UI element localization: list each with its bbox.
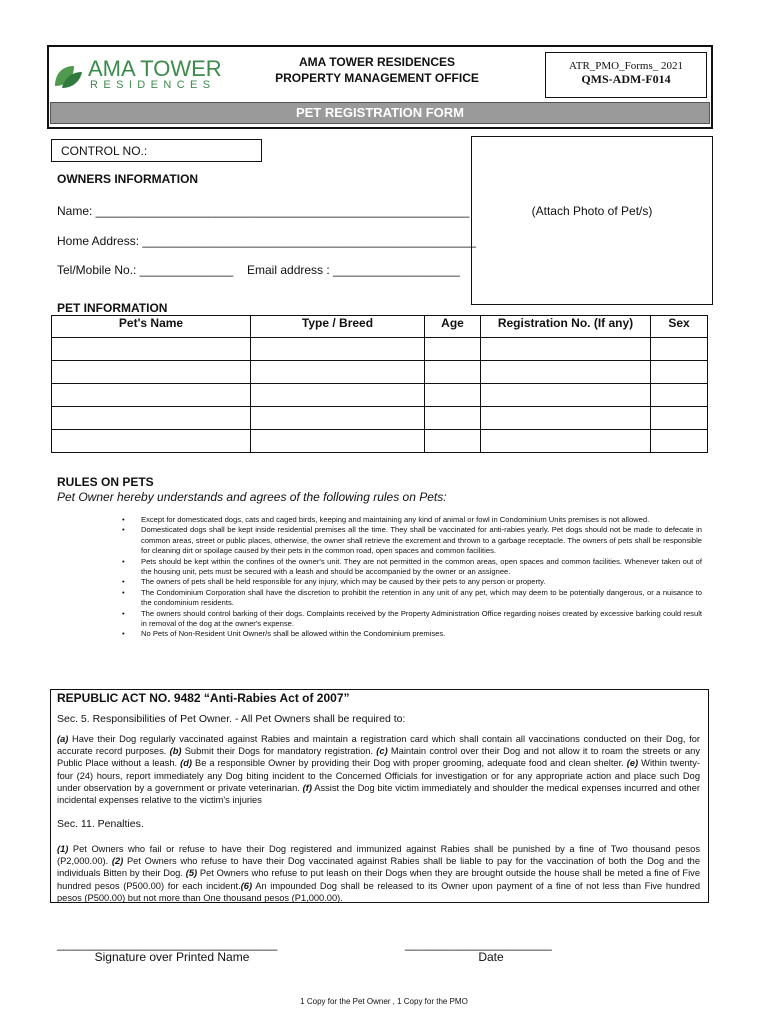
- office-name: PROPERTY MANAGEMENT OFFICE: [275, 71, 479, 85]
- republic-act-title: REPUBLIC ACT NO. 9482 “Anti-Rabies Act of 2007”: [57, 691, 350, 705]
- bullet-icon: •: [122, 577, 125, 587]
- clause-text: Pet Owners who refuse to put leash on their Dogs when they are brought outside the house shall be meted a fine of Five hundred pesos (P500.00) for each incident.: [57, 868, 700, 891]
- table-cell[interactable]: [52, 430, 251, 453]
- col-registration-no: Registration No. (If any): [481, 316, 651, 338]
- table-cell[interactable]: [481, 338, 651, 361]
- table-cell[interactable]: [52, 384, 251, 407]
- table-cell[interactable]: [481, 430, 651, 453]
- table-cell[interactable]: [251, 384, 425, 407]
- table-cell[interactable]: [651, 361, 708, 384]
- rules-subtitle: Pet Owner hereby understands and agrees of the following rules on Pets:: [57, 490, 447, 504]
- table-row: [52, 384, 708, 407]
- rule-item: [122, 557, 702, 578]
- rule-text: No Pets of Non-Resident Unit Owner/s shall be allowed within the Condominium premises.: [141, 629, 446, 639]
- rule-item: [122, 629, 702, 639]
- table-cell[interactable]: [651, 384, 708, 407]
- sec11-body: [57, 843, 700, 904]
- clause-tag: (1): [57, 844, 69, 854]
- table-row: [52, 338, 708, 361]
- rule-item: [122, 609, 702, 630]
- table-cell[interactable]: [251, 407, 425, 430]
- table-cell[interactable]: [481, 384, 651, 407]
- clause-tag: (2): [111, 856, 124, 867]
- doc-series: ATR_PMO_Forms_ 2021: [569, 60, 683, 72]
- logo-text: AMA TOWER: [88, 56, 222, 81]
- clause-text: Maintain control over their Dog and not allow it to roam the streets or any Public Place without a leash.: [57, 746, 700, 769]
- date-line[interactable]: ______________________: [405, 937, 552, 951]
- table-header-row: [52, 316, 708, 338]
- table-cell[interactable]: [52, 338, 251, 361]
- date-label: Date: [478, 950, 504, 964]
- rule-text: Except for domesticated dogs, cats and caged birds, keeping and maintaining any kind of animal or fowl in Condominium Units premises is not allowed.: [141, 515, 650, 524]
- control-number-field[interactable]: CONTROL NO.:: [51, 139, 262, 162]
- rules-heading: RULES ON PETS: [57, 475, 154, 489]
- table-cell[interactable]: [425, 338, 481, 361]
- rules-list: [122, 515, 702, 640]
- signature-label: Signature over Printed Name: [94, 950, 250, 964]
- rule-item: [122, 515, 702, 525]
- signature-line[interactable]: _________________________________: [57, 937, 278, 951]
- table-cell[interactable]: [52, 361, 251, 384]
- bullet-icon: •: [122, 515, 125, 524]
- rule-text: Domesticated dogs shall be kept inside residential premises all the time. They shall be vaccinated for anti-rabies yearly. Pet dogs should not be made to defecate in common areas, street or public places, otherwise, the owner shall retrieve the excrement and thrown to a garbage receptacle. The owners of pets shall be responsible for cleaning dirt or spoilage caused by their pets in the common road, open spaces and common facilities.: [141, 525, 702, 556]
- rule-item: [122, 577, 702, 587]
- table-cell[interactable]: [425, 407, 481, 430]
- rule-item: [122, 525, 702, 556]
- bullet-icon: •: [122, 556, 125, 566]
- rule-text: The Condominium Corporation shall have the discretion to prohibit the retention in any unit of any pet, which may deem to be potentially dangerous, or a nuisance to the condominium residents.: [141, 587, 702, 608]
- table-row: [52, 407, 708, 430]
- rule-text: The owners should control barking of their dogs. Complaints received by the Property Administration Office regarding noises created by excessive barking could result in removal of the dog at the owner's expense.: [141, 608, 702, 629]
- clause-tag: (f): [302, 782, 312, 793]
- col-type-breed: Type / Breed: [251, 316, 425, 338]
- sec5-heading: Sec. 5. Responsibilities of Pet Owner. - All Pet Owners shall be required to:: [57, 713, 406, 725]
- clause-text: Be a responsible Owner by providing their Dog with proper grooming, adequate food and clean shelter.: [191, 758, 627, 769]
- bullet-icon: •: [122, 525, 125, 535]
- doc-code: QMS-ADM-F014: [581, 72, 671, 86]
- pet-photo-box[interactable]: [471, 136, 713, 305]
- clause-text: Submit their Dogs for mandatory registration.: [181, 746, 377, 757]
- table-cell[interactable]: [651, 338, 708, 361]
- clause-tag: (e): [626, 758, 639, 769]
- photo-placeholder: (Attach Photo of Pet/s): [531, 204, 653, 218]
- logo-subtext: RESIDENCES: [90, 79, 216, 91]
- col-age: Age: [425, 316, 481, 338]
- table-cell[interactable]: [651, 430, 708, 453]
- table-cell[interactable]: [481, 407, 651, 430]
- home-address-field[interactable]: Home Address: __________________________________________________: [57, 234, 477, 248]
- pet-info-table: [51, 315, 708, 453]
- bullet-icon: •: [122, 587, 125, 597]
- table-cell[interactable]: [425, 430, 481, 453]
- table-cell[interactable]: [52, 407, 251, 430]
- bullet-icon: •: [122, 608, 125, 618]
- clause-tag: (c): [376, 746, 388, 757]
- table-row: [52, 361, 708, 384]
- clause-tag: (6): [240, 880, 253, 891]
- table-cell[interactable]: [251, 338, 425, 361]
- clause-text: Pet Owners who refuse to have their Dog vaccinated against Rabies shall be liable to pay for the vaccination of both the Dog and the individuals Bitten by their Dog.: [57, 856, 700, 879]
- org-name: AMA TOWER RESIDENCES: [298, 55, 455, 69]
- sec5-body: [57, 733, 700, 806]
- rule-text: Pets should be kept within the confines of the owner's unit. They are not permitted in the common areas, open spaces and common facilities. Whenever taken out of the housing unit, pets must be secured with a leash and should be accompanied by the owner or an assignee.: [141, 556, 702, 577]
- owners-info-heading: OWNERS INFORMATION: [57, 172, 199, 186]
- clause-text: Assist the Dog bite victim immediately and shoulder the medical expenses incurred and other incidental expenses relative to the victim's injuries: [57, 782, 700, 806]
- email-field[interactable]: Email address : ___________________: [247, 263, 460, 277]
- table-cell[interactable]: [251, 430, 425, 453]
- clause-tag: (5): [185, 868, 198, 879]
- table-cell[interactable]: [651, 407, 708, 430]
- table-cell[interactable]: [425, 384, 481, 407]
- rule-text: The owners of pets shall be held responsible for any injury, which may be caused by their pets to any person or property.: [141, 577, 546, 587]
- clause-text: Within twenty-four (24) hours, report immediately any Dog biting incident to the Concerned Officials for investigation or for any appropriate action and place such Dog under observation by a government or private veterinarian.: [57, 758, 700, 793]
- col-sex: Sex: [651, 316, 708, 338]
- clause-text: An impounded Dog shall be released to its Owner upon payment of a fine of not less than Five hundred pesos (P500.00) but not more than One thousand pesos (P1,000.00).: [57, 880, 701, 903]
- clause-tag: (d): [180, 758, 192, 769]
- col-pet-name: Pet's Name: [52, 316, 251, 338]
- copy-note: 1 Copy for the Pet Owner , 1 Copy for the PMO: [300, 997, 468, 1006]
- leaf-logo-icon: [52, 60, 84, 92]
- clause-text: Have their Dog regularly vaccinated against Rabies and maintain a registration card which shall contain all vaccinations conducted on their Dog, for accurate record purposes.: [57, 734, 700, 757]
- pet-info-heading: PET INFORMATION: [57, 301, 168, 315]
- table-cell[interactable]: [251, 361, 425, 384]
- clause-text: Pet Owners who fail or refuse to have their Dog registered and immunized against Rabies shall be punished by a fine of Two thousand pesos (P2,000.00).: [57, 844, 700, 867]
- table-cell[interactable]: [481, 361, 651, 384]
- form-title: PET REGISTRATION FORM: [50, 102, 710, 124]
- rule-item: [122, 588, 702, 609]
- table-row: [52, 430, 708, 453]
- bullet-icon: •: [122, 629, 125, 639]
- table-cell[interactable]: [425, 361, 481, 384]
- clause-tag: (b): [169, 746, 182, 757]
- sec11-heading: Sec. 11. Penalties.: [57, 818, 144, 830]
- phone-field[interactable]: Tel/Mobile No.: ______________: [57, 263, 234, 277]
- clause-tag: (a): [57, 734, 69, 744]
- owner-name-field[interactable]: Name: ________________________________________________________: [57, 204, 470, 218]
